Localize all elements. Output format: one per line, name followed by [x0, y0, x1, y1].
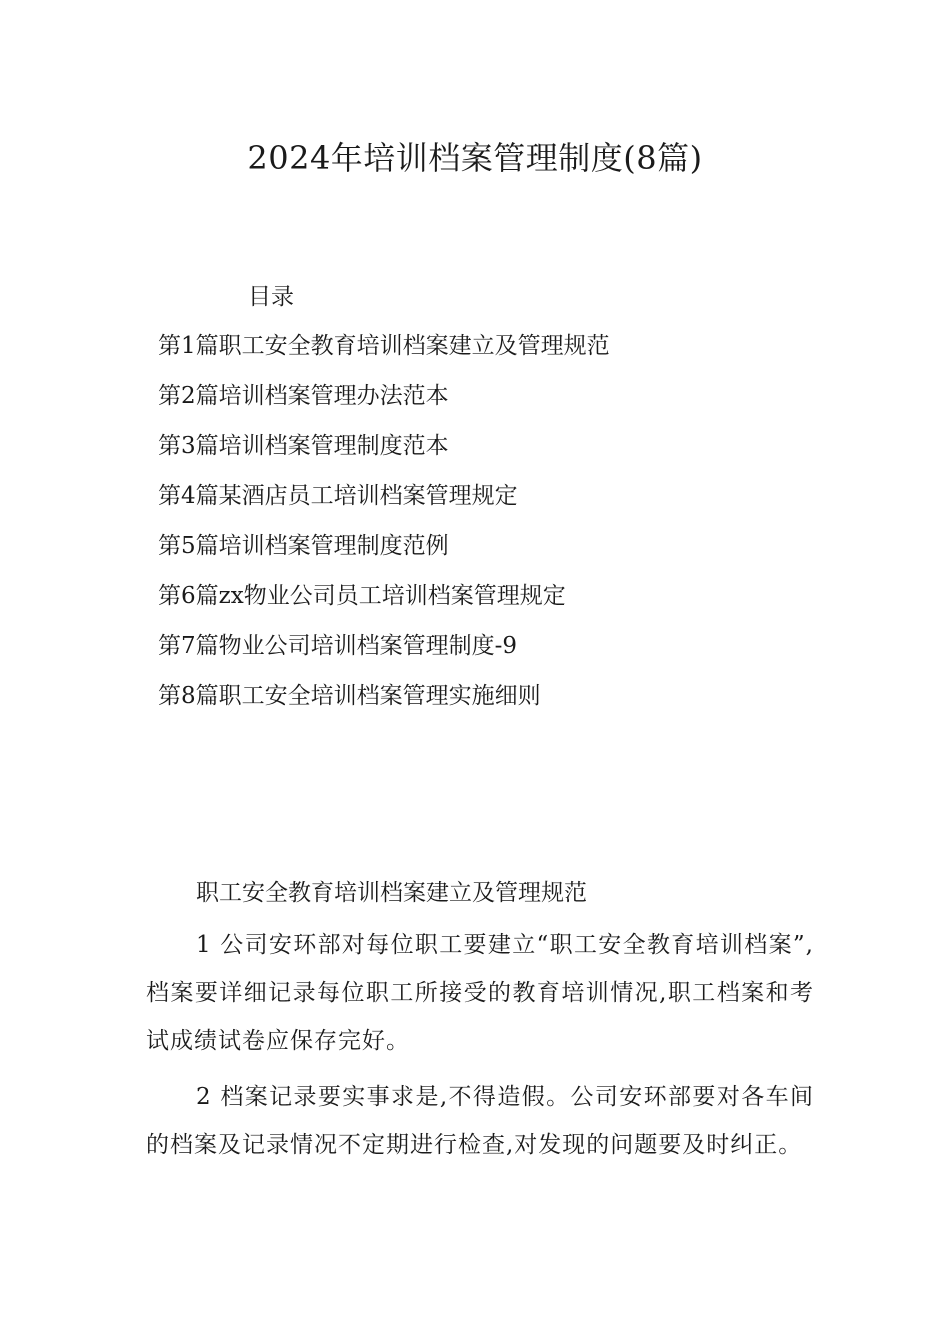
toc-item-7[interactable]: 第7篇物业公司培训档案管理制度-9 [158, 633, 518, 659]
paragraph-1: 1 公司安环部对每位职工要建立“职工安全教育培训档案”,档案要详细记录每位职工所接受的教育培训情况,职工档案和考试成绩试卷应保存完好。 [146, 932, 814, 1054]
section-body [146, 875, 814, 1177]
toc-item-5[interactable]: 第5篇培训档案管理制度范例 [158, 533, 449, 559]
section-title: 职工安全教育培训档案建立及管理规范 [196, 880, 587, 906]
toc-item-8[interactable]: 第8篇职工安全培训档案管理实施细则 [158, 683, 541, 709]
toc-item-4[interactable]: 第4篇某酒店员工培训档案管理规定 [158, 483, 518, 509]
toc-item-6[interactable]: 第6篇zx物业公司员工培训档案管理规定 [158, 583, 566, 609]
toc-heading: 目录 [248, 284, 294, 310]
document-title: 2024年培训档案管理制度(8篇) [247, 139, 703, 177]
toc-list [158, 330, 610, 730]
toc-item-3[interactable]: 第3篇培训档案管理制度范本 [158, 433, 449, 459]
paragraph-2: 2 档案记录要实事求是,不得造假。公司安环部要对各车间的档案及记录情况不定期进行检查,对发现的问题要及时纠正。 [146, 1084, 814, 1158]
toc-item-1[interactable]: 第1篇职工安全教育培训档案建立及管理规范 [158, 333, 610, 359]
toc-item-2[interactable]: 第2篇培训档案管理办法范本 [158, 383, 449, 409]
